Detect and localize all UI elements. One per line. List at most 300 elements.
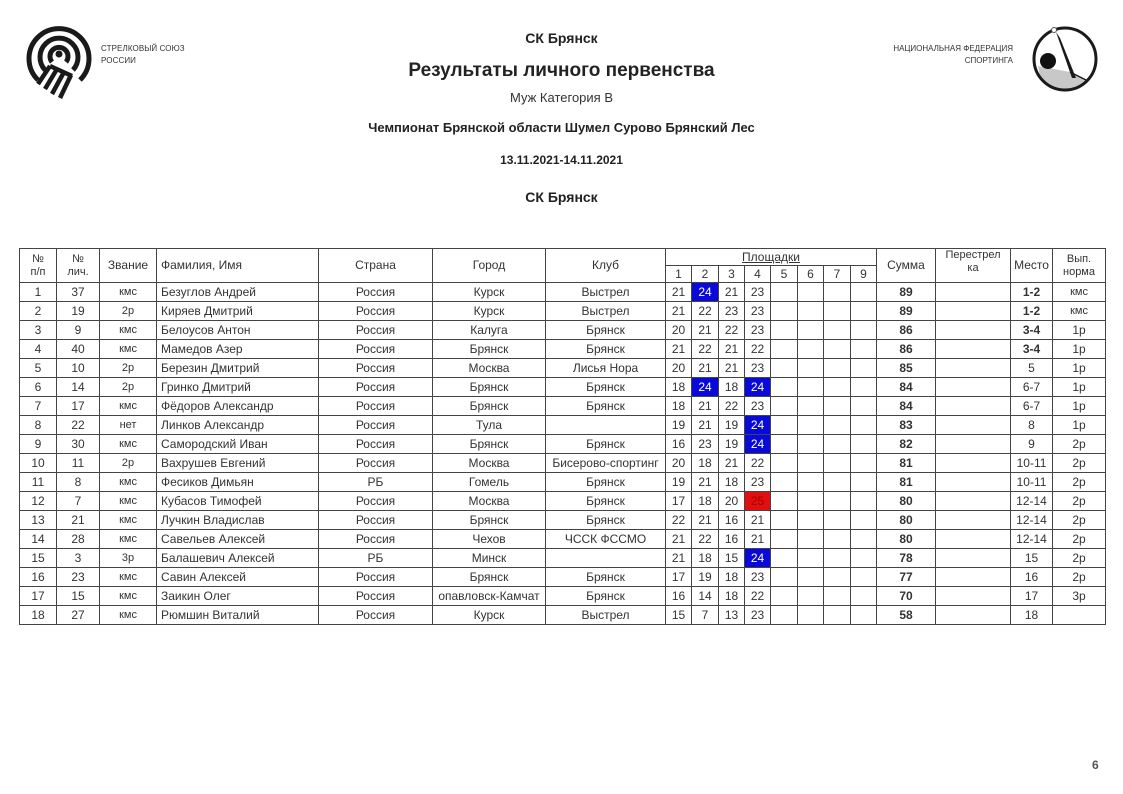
norm-cell: 2р	[1053, 530, 1106, 549]
range-score-cell: 19	[666, 473, 692, 492]
club-cell: Брянск	[546, 568, 666, 587]
range-score-cell	[851, 359, 877, 378]
range-score-cell: 7	[692, 606, 719, 625]
range-score-cell: 18	[692, 492, 719, 511]
sum-cell: 89	[877, 283, 936, 302]
sum-cell: 89	[877, 302, 936, 321]
country-cell: Россия	[319, 568, 433, 587]
city-cell: Тула	[433, 416, 546, 435]
col-header-norm: Вып. норма	[1053, 249, 1106, 283]
row-number-cell: 15	[20, 549, 57, 568]
rank-cell: кмс	[100, 321, 157, 340]
range-score-cell: 18	[719, 378, 745, 397]
range-score-cell: 22	[745, 587, 771, 606]
norm-cell: 2р	[1053, 454, 1106, 473]
range-number-header: 2	[692, 266, 719, 283]
country-cell: Россия	[319, 416, 433, 435]
city-cell: Брянск	[433, 340, 546, 359]
club-cell: Лисья Нора	[546, 359, 666, 378]
range-score-cell	[771, 511, 798, 530]
range-score-cell	[771, 473, 798, 492]
range-score-cell: 16	[719, 511, 745, 530]
name-cell: Киряев Дмитрий	[157, 302, 319, 321]
range-score-cell: 21	[666, 530, 692, 549]
norm-cell: 2р	[1053, 549, 1106, 568]
range-score-cell	[798, 302, 824, 321]
range-score-cell	[798, 492, 824, 511]
org-left-line2: РОССИИ	[101, 56, 137, 65]
range-score-cell: 21	[719, 359, 745, 378]
range-score-cell	[771, 435, 798, 454]
city-cell: Минск	[433, 549, 546, 568]
range-number-header: 4	[745, 266, 771, 283]
personal-number-cell: 8	[57, 473, 100, 492]
rank-cell: кмс	[100, 283, 157, 302]
org-right-line2: СПОРТИНГА	[964, 56, 1013, 65]
personal-number-cell: 22	[57, 416, 100, 435]
event-name: Чемпионат Брянской области Шумел Сурово Брянский Лес	[368, 120, 755, 135]
city-cell: Курск	[433, 302, 546, 321]
rank-cell: 2р	[100, 302, 157, 321]
range-score-cell	[824, 435, 851, 454]
personal-number-cell: 17	[57, 397, 100, 416]
range-score-cell	[771, 606, 798, 625]
range-score-cell	[851, 302, 877, 321]
table-row	[20, 359, 1106, 378]
club-cell: Выстрел	[546, 283, 666, 302]
norm-cell: 1р	[1053, 321, 1106, 340]
range-score-cell	[771, 549, 798, 568]
rank-cell: кмс	[100, 568, 157, 587]
range-score-cell	[824, 378, 851, 397]
range-score-cell	[798, 321, 824, 340]
row-number-cell: 9	[20, 435, 57, 454]
name-cell: Савельев Алексей	[157, 530, 319, 549]
personal-number-cell: 10	[57, 359, 100, 378]
sum-cell: 70	[877, 587, 936, 606]
row-number-cell: 3	[20, 321, 57, 340]
rank-cell: 3р	[100, 549, 157, 568]
range-score-cell: 23	[745, 359, 771, 378]
norm-cell: 2р	[1053, 492, 1106, 511]
table-row	[20, 606, 1106, 625]
country-cell: Россия	[319, 302, 433, 321]
club-cell: Бисерово-спортинг	[546, 454, 666, 473]
name-cell: Фесиков Димьян	[157, 473, 319, 492]
club-cell: ЧССК ФССМО	[546, 530, 666, 549]
range-score-cell: 21	[666, 283, 692, 302]
shootoff-cell	[936, 530, 1011, 549]
club-cell: Брянск	[546, 435, 666, 454]
club-cell: Брянск	[546, 492, 666, 511]
row-number-cell: 10	[20, 454, 57, 473]
range-score-cell	[851, 397, 877, 416]
club-cell: Выстрел	[546, 606, 666, 625]
range-score-cell	[771, 302, 798, 321]
range-score-cell: 18	[719, 587, 745, 606]
range-score-cell: 22	[719, 397, 745, 416]
personal-number-cell: 30	[57, 435, 100, 454]
range-score-cell: 23	[692, 435, 719, 454]
rank-cell: кмс	[100, 473, 157, 492]
range-score-cell	[798, 587, 824, 606]
city-cell: Москва	[433, 359, 546, 378]
range-score-cell: 22	[692, 340, 719, 359]
table-row	[20, 302, 1106, 321]
range-score-cell	[851, 568, 877, 587]
personal-number-cell: 3	[57, 549, 100, 568]
personal-number-cell: 9	[57, 321, 100, 340]
range-score-cell: 21	[692, 511, 719, 530]
range-score-cell	[798, 473, 824, 492]
range-score-cell: 20	[666, 321, 692, 340]
range-score-cell: 16	[666, 587, 692, 606]
range-score-cell: 23	[745, 302, 771, 321]
country-cell: РБ	[319, 549, 433, 568]
city-cell: Москва	[433, 454, 546, 473]
range-score-cell: 21	[692, 359, 719, 378]
city-cell: Москва	[433, 492, 546, 511]
personal-number-cell: 7	[57, 492, 100, 511]
row-number-cell: 5	[20, 359, 57, 378]
range-number-header: 3	[719, 266, 745, 283]
city-cell: Брянск	[433, 435, 546, 454]
range-score-cell	[798, 283, 824, 302]
range-score-cell	[824, 530, 851, 549]
range-score-cell	[798, 511, 824, 530]
range-score-cell	[824, 568, 851, 587]
row-number-cell: 17	[20, 587, 57, 606]
shootoff-cell	[936, 473, 1011, 492]
personal-number-cell: 27	[57, 606, 100, 625]
range-score-cell	[798, 606, 824, 625]
place-cell: 18	[1011, 606, 1053, 625]
table-row	[20, 416, 1106, 435]
name-cell: Заикин Олег	[157, 587, 319, 606]
place-cell: 15	[1011, 549, 1053, 568]
row-number-cell: 11	[20, 473, 57, 492]
range-score-cell	[798, 435, 824, 454]
range-score-cell: 18	[719, 473, 745, 492]
place-cell: 10-11	[1011, 473, 1053, 492]
col-header-country: Страна	[319, 249, 433, 283]
sum-cell: 84	[877, 378, 936, 397]
range-score-cell: 16	[666, 435, 692, 454]
range-score-cell	[824, 511, 851, 530]
norm-cell: 1р	[1053, 359, 1106, 378]
range-score-cell	[851, 606, 877, 625]
range-score-cell: 23	[745, 397, 771, 416]
shootoff-cell	[936, 340, 1011, 359]
club-cell: Брянск	[546, 397, 666, 416]
range-score-cell: 19	[719, 416, 745, 435]
name-cell: Вахрушев Евгений	[157, 454, 319, 473]
range-number-header: 7	[824, 266, 851, 283]
sum-cell: 85	[877, 359, 936, 378]
range-score-cell	[798, 416, 824, 435]
range-score-cell	[771, 530, 798, 549]
range-score-cell: 15	[666, 606, 692, 625]
range-number-header: 6	[798, 266, 824, 283]
place-cell: 10-11	[1011, 454, 1053, 473]
shootoff-cell	[936, 606, 1011, 625]
country-cell: Россия	[319, 378, 433, 397]
shootoff-cell	[936, 321, 1011, 340]
sum-cell: 82	[877, 435, 936, 454]
norm-cell: 2р	[1053, 435, 1106, 454]
col-header-num: № п/п	[20, 249, 57, 283]
shootoff-cell	[936, 549, 1011, 568]
norm-cell: 1р	[1053, 397, 1106, 416]
range-score-cell	[771, 454, 798, 473]
personal-number-cell: 37	[57, 283, 100, 302]
range-score-cell: 20	[666, 359, 692, 378]
country-cell: Россия	[319, 492, 433, 511]
range-score-cell: 21	[692, 473, 719, 492]
range-score-cell: 14	[692, 587, 719, 606]
col-header-club: Клуб	[546, 249, 666, 283]
table-row	[20, 473, 1106, 492]
range-score-cell	[798, 397, 824, 416]
country-cell: Россия	[319, 397, 433, 416]
club-cell: Брянск	[546, 340, 666, 359]
range-score-cell: 19	[666, 416, 692, 435]
personal-number-cell: 23	[57, 568, 100, 587]
row-number-cell: 2	[20, 302, 57, 321]
row-number-cell: 13	[20, 511, 57, 530]
org-left-line1: СТРЕЛКОВЫЙ СОЮЗ	[101, 44, 185, 53]
col-header-name: Фамилия, Имя	[157, 249, 319, 283]
range-score-cell	[851, 587, 877, 606]
shootoff-cell	[936, 454, 1011, 473]
range-score-cell: 23	[745, 283, 771, 302]
range-score-cell: 25	[745, 492, 771, 511]
page-title: Результаты личного первенства	[408, 60, 715, 81]
norm-cell: 1р	[1053, 416, 1106, 435]
club-cell	[546, 416, 666, 435]
range-score-cell	[851, 378, 877, 397]
norm-cell: 2р	[1053, 473, 1106, 492]
range-score-cell	[851, 473, 877, 492]
range-score-cell: 22	[666, 511, 692, 530]
shootoff-cell	[936, 416, 1011, 435]
sum-cell: 77	[877, 568, 936, 587]
range-score-cell	[824, 397, 851, 416]
col-header-ranges: Площадки	[666, 249, 877, 266]
range-score-cell: 21	[719, 454, 745, 473]
range-score-cell	[771, 321, 798, 340]
row-number-cell: 8	[20, 416, 57, 435]
col-header-shootoff: Перестрел ка	[936, 249, 1011, 283]
table-row	[20, 549, 1106, 568]
row-number-cell: 7	[20, 397, 57, 416]
place-cell: 1-2	[1011, 302, 1053, 321]
table-row	[20, 283, 1106, 302]
range-score-cell	[851, 511, 877, 530]
sum-cell: 86	[877, 321, 936, 340]
shootoff-cell	[936, 587, 1011, 606]
place-cell: 17	[1011, 587, 1053, 606]
city-cell: Гомель	[433, 473, 546, 492]
range-score-cell	[798, 530, 824, 549]
norm-cell: 3р	[1053, 587, 1106, 606]
range-score-cell	[771, 492, 798, 511]
range-score-cell: 21	[719, 283, 745, 302]
range-score-cell: 22	[745, 340, 771, 359]
range-score-cell: 24	[745, 416, 771, 435]
city-cell: Калуга	[433, 321, 546, 340]
place-cell: 1-2	[1011, 283, 1053, 302]
country-cell: Россия	[319, 511, 433, 530]
country-cell: Россия	[319, 283, 433, 302]
range-score-cell: 20	[719, 492, 745, 511]
range-score-cell: 21	[666, 340, 692, 359]
shootoff-cell	[936, 359, 1011, 378]
range-number-header: 1	[666, 266, 692, 283]
range-score-cell: 17	[666, 492, 692, 511]
country-cell: Россия	[319, 359, 433, 378]
range-score-cell	[798, 549, 824, 568]
range-score-cell	[771, 283, 798, 302]
range-score-cell: 21	[666, 549, 692, 568]
city-cell: Курск	[433, 283, 546, 302]
name-cell: Мамедов Азер	[157, 340, 319, 359]
page-number: 6	[1092, 758, 1099, 772]
range-score-cell: 24	[745, 435, 771, 454]
sum-cell: 86	[877, 340, 936, 359]
club-cell: Брянск	[546, 473, 666, 492]
country-cell: Россия	[319, 454, 433, 473]
range-score-cell: 21	[745, 511, 771, 530]
range-score-cell	[851, 549, 877, 568]
range-score-cell	[851, 454, 877, 473]
range-score-cell	[851, 283, 877, 302]
shootoff-cell	[936, 283, 1011, 302]
table-row	[20, 568, 1106, 587]
table-row	[20, 492, 1106, 511]
range-score-cell	[824, 492, 851, 511]
range-score-cell	[851, 416, 877, 435]
sum-cell: 81	[877, 473, 936, 492]
norm-cell: кмс	[1053, 302, 1106, 321]
name-cell: Безуглов Андрей	[157, 283, 319, 302]
range-score-cell	[851, 340, 877, 359]
shootoff-cell	[936, 302, 1011, 321]
range-score-cell	[798, 378, 824, 397]
club-cell: Брянск	[546, 378, 666, 397]
place-cell: 8	[1011, 416, 1053, 435]
name-cell: Самородский Иван	[157, 435, 319, 454]
club-cell: Выстрел	[546, 302, 666, 321]
rank-cell: 2р	[100, 378, 157, 397]
range-score-cell	[824, 473, 851, 492]
category-label: Муж Категория В	[510, 90, 613, 105]
sum-cell: 80	[877, 511, 936, 530]
range-score-cell	[771, 397, 798, 416]
place-cell: 12-14	[1011, 492, 1053, 511]
city-cell: Чехов	[433, 530, 546, 549]
sum-cell: 84	[877, 397, 936, 416]
range-score-cell	[824, 283, 851, 302]
place-cell: 5	[1011, 359, 1053, 378]
row-number-cell: 18	[20, 606, 57, 625]
sum-cell: 83	[877, 416, 936, 435]
range-score-cell	[851, 435, 877, 454]
range-score-cell: 21	[692, 321, 719, 340]
range-score-cell	[851, 492, 877, 511]
results-table	[19, 248, 1106, 625]
personal-number-cell: 40	[57, 340, 100, 359]
rank-cell: кмс	[100, 435, 157, 454]
range-score-cell: 21	[745, 530, 771, 549]
range-score-cell	[824, 359, 851, 378]
range-score-cell: 24	[692, 378, 719, 397]
range-score-cell: 23	[719, 302, 745, 321]
personal-number-cell: 11	[57, 454, 100, 473]
country-cell: Россия	[319, 587, 433, 606]
shootoff-cell	[936, 568, 1011, 587]
norm-cell: кмс	[1053, 283, 1106, 302]
place-cell: 12-14	[1011, 530, 1053, 549]
club-cell: Брянск	[546, 321, 666, 340]
range-score-cell: 18	[692, 549, 719, 568]
shootoff-cell	[936, 435, 1011, 454]
sum-cell: 58	[877, 606, 936, 625]
table-row	[20, 321, 1106, 340]
name-cell: Линков Александр	[157, 416, 319, 435]
table-row	[20, 530, 1106, 549]
range-score-cell: 23	[745, 321, 771, 340]
city-cell: опавловск-Камчат	[433, 587, 546, 606]
shootoff-cell	[936, 397, 1011, 416]
range-score-cell	[798, 568, 824, 587]
city-cell: Брянск	[433, 378, 546, 397]
city-cell: Брянск	[433, 568, 546, 587]
club-cell	[546, 549, 666, 568]
place-cell: 3-4	[1011, 321, 1053, 340]
range-score-cell	[824, 549, 851, 568]
table-row	[20, 511, 1106, 530]
rank-cell: кмс	[100, 530, 157, 549]
name-cell: Кубасов Тимофей	[157, 492, 319, 511]
place-cell: 6-7	[1011, 397, 1053, 416]
norm-cell	[1053, 606, 1106, 625]
city-cell: Курск	[433, 606, 546, 625]
range-score-cell	[824, 454, 851, 473]
rank-cell: кмс	[100, 340, 157, 359]
row-number-cell: 1	[20, 283, 57, 302]
range-score-cell: 21	[692, 416, 719, 435]
range-score-cell	[771, 416, 798, 435]
table-row	[20, 587, 1106, 606]
range-score-cell: 15	[719, 549, 745, 568]
personal-number-cell: 21	[57, 511, 100, 530]
range-score-cell	[798, 454, 824, 473]
rank-cell: кмс	[100, 587, 157, 606]
name-cell: Балашевич Алексей	[157, 549, 319, 568]
range-score-cell: 21	[666, 302, 692, 321]
range-score-cell: 19	[719, 435, 745, 454]
rank-cell: 2р	[100, 454, 157, 473]
range-score-cell: 13	[719, 606, 745, 625]
row-number-cell: 16	[20, 568, 57, 587]
country-cell: Россия	[319, 530, 433, 549]
club-cell: Брянск	[546, 511, 666, 530]
range-score-cell: 21	[719, 340, 745, 359]
shootoff-cell	[936, 378, 1011, 397]
range-score-cell	[771, 568, 798, 587]
place-cell: 12-14	[1011, 511, 1053, 530]
